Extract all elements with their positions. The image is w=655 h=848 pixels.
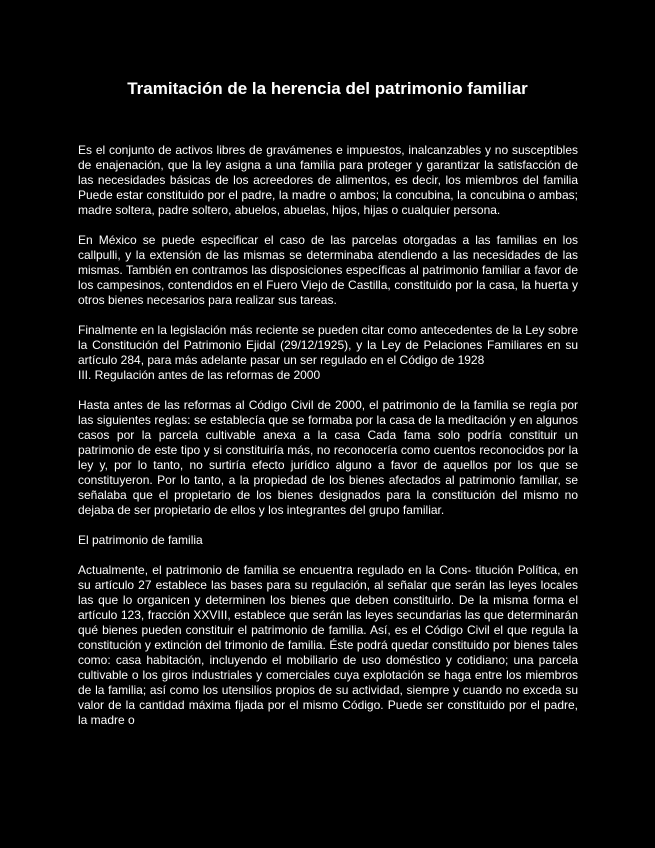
paragraph-current-regulation: Actualmente, el patrimonio de familia se encuentra regulado en la Cons- titución Política, en su artículo 27 establece las bases para su regulación, al señalar que serán las leyes locales las que lo organicen y determinen los bienes que deben constituirlo. De la misma forma el artículo 123, fracción XXVIII, establece que serán las leyes secundarias las que determinarán qué bienes pueden constituir el patrimonio de familia. Así, es el Código Civil el que regula la constitución y extinción del trimonio de familia. Éste podrá quedar constituido por bienes tales como: casa habitación, incluyendo el mobiliario de uso doméstico y cotidiano; una parcela cultivable o los giros industriales y comerciales cuya explotación se haga entre los miembros de la familia; así como los utensilios propios de su actividad, siempre y cuando no exceda su valor de la cantidad máxima fijada por el mismo Código. Puede ser constituido por el padre, la madre o xyxy=(78,563,578,727)
paragraph-legislation: Finalmente en la legislación más reciente se pueden citar como antecedentes de la Ley sobre la Constitución del Patrimonio Ejidal (29/12/1925), y la Ley de Pelaciones Familiares en su artículo 284, para más adelante pasar un ser regulado en el Código de 1928 xyxy=(78,323,578,367)
document-body xyxy=(78,143,578,743)
section-heading-regulation: III. Regulación antes de las reformas de 2000 xyxy=(78,368,321,382)
paragraph-definition: Es el conjunto de activos libres de gravámenes e impuestos, inalcanzables y no susceptibles de enajenación, que la ley asigna a una familia para proteger y garantizar la satisfacción de las necesidades básicas de los acreedores de alimentos, es decir, los miembros del familia Puede estar constituido por el padre, la madre o ambos; la concubina, la concubina o ambas; madre soltera, padre soltero, abuelos, abuelas, hijos, hijas o cualquier persona. xyxy=(78,143,578,217)
paragraph-reforms: Hasta antes de las reformas al Código Civil de 2000, el patrimonio de la familia se regía por las siguientes reglas: se establecía que se formaba por la casa de la meditación y en algunos casos por la parcela cultivable anexa a la casa Cada fama solo podría constituir un patrimonio de este tipo y si constituiría más, no reconocería como cuentos reconocidos por la ley y, por lo tanto, no surtiría efecto jurídico alguno a favor de aquellos por los que se constituyeron. Por lo tanto, a la propiedad de los bienes afectados al patrimonio familiar, se señalaba que el propietario de los bienes designados para la constitución del mismo no dejaba de ser propietario de ellos y los integrantes del grupo familiar. xyxy=(78,398,578,517)
section-heading-patrimonio: El patrimonio de familia xyxy=(78,533,203,547)
page-title: Tramitación de la herencia del patrimonio familiar xyxy=(127,79,528,98)
paragraph-mexico-history: En México se puede especificar el caso de las parcelas otorgadas a las familias en los callpulli, y la extensión de las mismas se determinaba atendiendo a las necesidades de las mismas. También en contramos las disposiciones específicas al patrimonio familiar a favor de los campesinos, contendidos en el Fuero Viejo de Castilla, constituido por la casa, la huerta y otros bienes necesarios para realizar sus tareas. xyxy=(78,233,578,307)
